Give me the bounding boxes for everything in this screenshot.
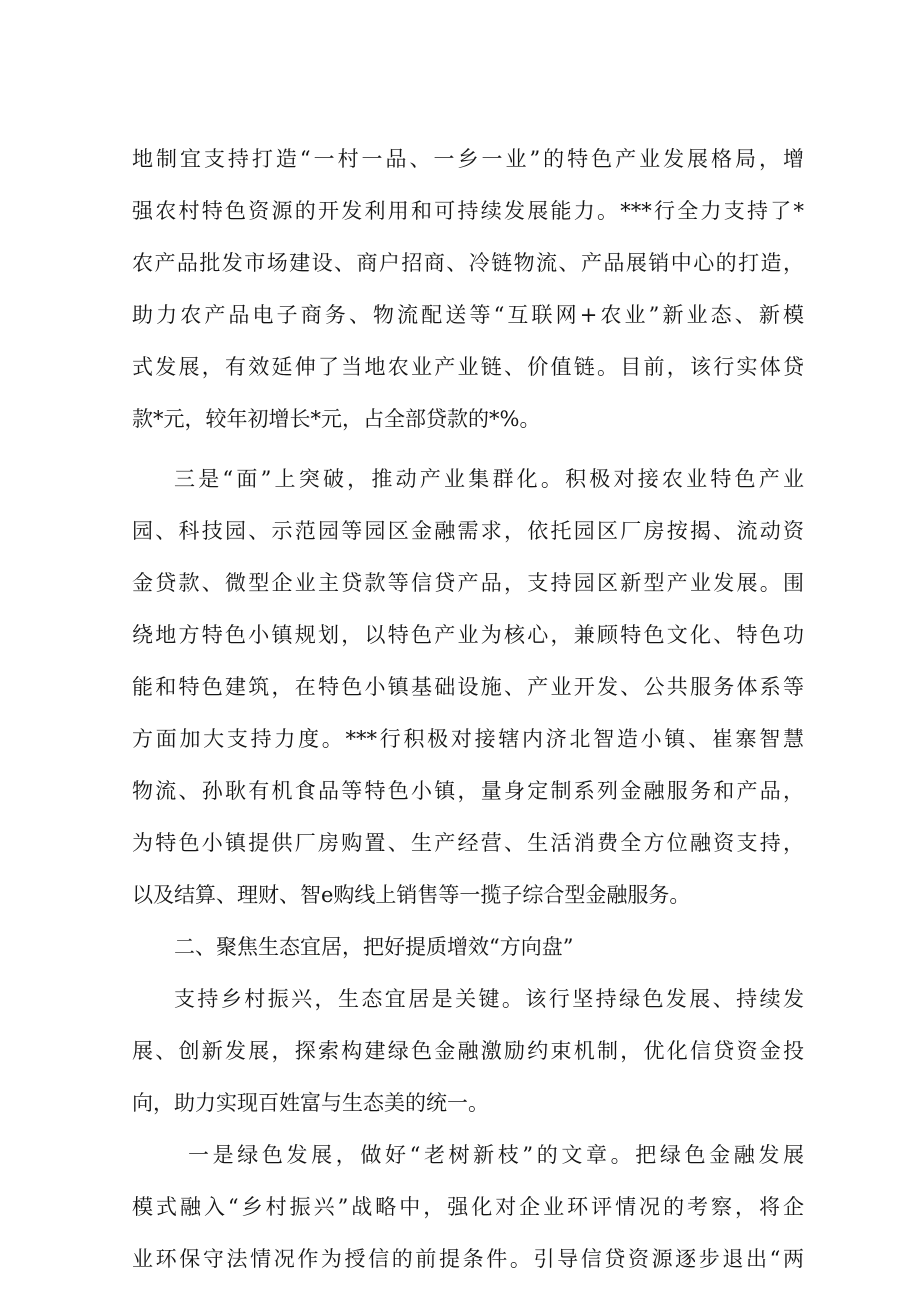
document-body <box>132 133 804 1285</box>
text-line: 绕地方特色小镇规划，以特色产业为核心，兼顾特色文化、特色功 <box>132 623 804 647</box>
text-line: 助力农产品电子商务、物流配送等“互联网+农业”新业态、新模 <box>132 303 804 327</box>
text-line: 支持乡村振兴，生态宜居是关键。该行坚持绿色发展、持续发 <box>174 987 804 1011</box>
section-heading-text: 二、聚焦生态宜居，把好提质增效“方向盘” <box>174 935 574 959</box>
paragraph-green-development <box>132 1129 804 1285</box>
text-line: 为特色小镇提供厂房购置、生产经营、生活消费全方位融资支持， <box>132 831 804 855</box>
section-heading <box>132 921 804 973</box>
text-line: 展、创新发展，探索构建绿色金融激励约束机制，优化信贷资金投 <box>132 1039 804 1063</box>
paragraph-area-breakthrough <box>132 453 804 921</box>
text-line: 模式融入“乡村振兴”战略中，强化对企业环评情况的考察，将企 <box>132 1195 804 1219</box>
text-line: 一是绿色发展，做好“老树新枝”的文章。把绿色金融发展 <box>188 1143 804 1167</box>
text-line: 款*元，较年初增长*元，占全部贷款的*%。 <box>132 407 541 431</box>
text-line: 地制宜支持打造“一村一品、一乡一业”的特色产业发展格局，增 <box>132 147 804 171</box>
paragraph-ecology-intro <box>132 973 804 1129</box>
text-line: 以及结算、理财、智e购线上销售等一揽子综合型金融服务。 <box>132 883 691 907</box>
text-line: 业环保守法情况作为授信的前提条件。引导信贷资源逐步退出“两 <box>132 1247 804 1271</box>
text-line: 三是“面”上突破，推动产业集群化。积极对接农业特色产业 <box>174 467 804 491</box>
text-line: 方面加大支持力度。***行积极对接辖内济北智造小镇、崔寨智慧 <box>132 727 804 751</box>
text-line: 园、科技园、示范园等园区金融需求，依托园区厂房按揭、流动资 <box>132 519 804 543</box>
text-line: 金贷款、微型企业主贷款等信贷产品，支持园区新型产业发展。围 <box>132 571 804 595</box>
text-line: 物流、孙耿有机食品等特色小镇，量身定制系列金融服务和产品， <box>132 779 804 803</box>
text-line: 式发展，有效延伸了当地农业产业链、价值链。目前，该行实体贷 <box>132 355 804 379</box>
paragraph-continuation <box>132 133 804 445</box>
text-line: 向，助力实现百姓富与生态美的统一。 <box>132 1091 489 1115</box>
text-line: 农产品批发市场建设、商户招商、冷链物流、产品展销中心的打造， <box>132 251 804 275</box>
text-line: 能和特色建筑，在特色小镇基础设施、产业开发、公共服务体系等 <box>132 675 804 699</box>
text-line: 强农村特色资源的开发利用和可持续发展能力。***行全力支持了* <box>132 199 804 223</box>
